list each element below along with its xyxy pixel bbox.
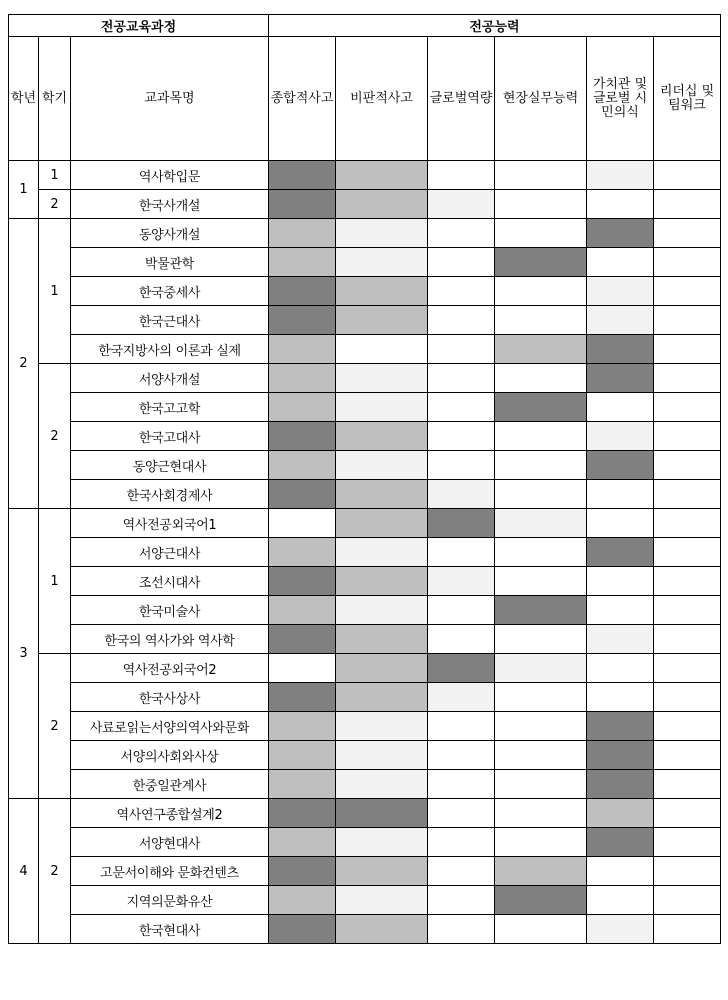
competency-level-cell — [495, 422, 587, 451]
competency-level-cell — [654, 799, 721, 828]
course-name-cell: 한국사상사 — [71, 683, 269, 712]
competency-level-cell — [428, 277, 495, 306]
table-row — [9, 190, 721, 219]
semester-cell: 2 — [39, 799, 71, 944]
table-row — [9, 422, 721, 451]
competency-level-cell — [336, 828, 428, 857]
competency-level-cell — [587, 306, 654, 335]
table-row — [9, 741, 721, 770]
table-body — [9, 161, 721, 944]
competency-level-cell — [587, 248, 654, 277]
competency-level-cell — [495, 480, 587, 509]
table-row — [9, 625, 721, 654]
competency-level-cell — [495, 886, 587, 915]
table-row — [9, 596, 721, 625]
competency-level-cell — [495, 625, 587, 654]
competency-level-cell — [428, 248, 495, 277]
competency-level-cell — [428, 828, 495, 857]
competency-level-cell — [428, 857, 495, 886]
curriculum-competency-table — [8, 14, 721, 944]
competency-level-cell — [654, 538, 721, 567]
competency-level-cell — [587, 422, 654, 451]
competency-level-cell — [336, 596, 428, 625]
year-cell: 1 — [9, 161, 39, 219]
competency-level-cell — [654, 741, 721, 770]
competency-level-cell — [269, 190, 336, 219]
competency-header-field-practice: 현장실무능력 — [495, 37, 587, 161]
competency-level-cell — [269, 480, 336, 509]
competency-level-cell — [587, 625, 654, 654]
table-row — [9, 364, 721, 393]
competency-level-cell — [336, 480, 428, 509]
course-name-cell: 역사연구종합설계2 — [71, 799, 269, 828]
competency-level-cell — [587, 509, 654, 538]
competency-level-cell — [269, 770, 336, 799]
competency-level-cell — [269, 828, 336, 857]
col-semester-header: 학기 — [39, 37, 71, 161]
competency-level-cell — [269, 538, 336, 567]
course-name-cell: 한국의 역사가와 역사학 — [71, 625, 269, 654]
table-row — [9, 277, 721, 306]
competency-level-cell — [269, 596, 336, 625]
competency-level-cell — [495, 248, 587, 277]
competency-level-cell — [495, 538, 587, 567]
competency-level-cell — [495, 335, 587, 364]
col-year-header: 학년 — [9, 37, 39, 161]
competency-level-cell — [428, 335, 495, 364]
competency-level-cell — [587, 219, 654, 248]
competency-level-cell — [587, 335, 654, 364]
competency-level-cell — [495, 712, 587, 741]
semester-cell: 2 — [39, 190, 71, 219]
course-name-cell: 동양근현대사 — [71, 451, 269, 480]
course-name-cell: 한국고대사 — [71, 422, 269, 451]
competency-level-cell — [428, 886, 495, 915]
course-name-cell: 한국근대사 — [71, 306, 269, 335]
competency-level-cell — [495, 915, 587, 944]
competency-header-leadership-teamwork: 리더십 및 팀워크 — [654, 37, 721, 161]
table-row — [9, 161, 721, 190]
competency-header-comprehensive-thinking: 종합적사고 — [269, 37, 336, 161]
competency-level-cell — [336, 393, 428, 422]
table-row — [9, 538, 721, 567]
competency-level-cell — [428, 480, 495, 509]
competency-level-cell — [587, 161, 654, 190]
semester-cell: 2 — [39, 364, 71, 509]
table-row — [9, 799, 721, 828]
competency-level-cell — [269, 712, 336, 741]
course-name-cell: 한국사회경제사 — [71, 480, 269, 509]
course-name-cell: 박물관학 — [71, 248, 269, 277]
competency-level-cell — [654, 509, 721, 538]
competency-level-cell — [587, 741, 654, 770]
course-name-cell: 한국고고학 — [71, 393, 269, 422]
competency-level-cell — [495, 828, 587, 857]
course-name-cell: 역사전공외국어1 — [71, 509, 269, 538]
competency-level-cell — [654, 335, 721, 364]
table-row — [9, 683, 721, 712]
competency-level-cell — [336, 161, 428, 190]
competency-level-cell — [269, 625, 336, 654]
competency-level-cell — [495, 741, 587, 770]
course-name-cell: 한국지방사의 이론과 실제 — [71, 335, 269, 364]
competency-level-cell — [428, 654, 495, 683]
competency-level-cell — [654, 654, 721, 683]
table-row — [9, 712, 721, 741]
table-row — [9, 567, 721, 596]
competency-level-cell — [428, 422, 495, 451]
competency-level-cell — [428, 712, 495, 741]
competency-level-cell — [587, 857, 654, 886]
competency-level-cell — [269, 741, 336, 770]
table-row — [9, 219, 721, 248]
table-row — [9, 509, 721, 538]
competency-level-cell — [587, 364, 654, 393]
competency-level-cell — [336, 422, 428, 451]
competency-level-cell — [495, 596, 587, 625]
competency-level-cell — [654, 828, 721, 857]
competency-level-cell — [428, 770, 495, 799]
competency-level-cell — [495, 799, 587, 828]
year-cell: 4 — [9, 799, 39, 944]
competency-level-cell — [495, 306, 587, 335]
competency-level-cell — [336, 712, 428, 741]
table-row — [9, 857, 721, 886]
competency-level-cell — [587, 915, 654, 944]
competency-level-cell — [336, 277, 428, 306]
competency-level-cell — [654, 190, 721, 219]
semester-cell: 1 — [39, 509, 71, 654]
competency-level-cell — [654, 712, 721, 741]
course-name-cell: 동양사개설 — [71, 219, 269, 248]
competency-level-cell — [428, 219, 495, 248]
competency-level-cell — [336, 364, 428, 393]
competency-level-cell — [587, 567, 654, 596]
competency-level-cell — [654, 480, 721, 509]
course-name-cell: 한국사개설 — [71, 190, 269, 219]
table-row — [9, 393, 721, 422]
course-name-cell: 역사전공외국어2 — [71, 654, 269, 683]
competency-level-cell — [654, 857, 721, 886]
column-header-row — [9, 37, 721, 161]
competency-level-cell — [336, 538, 428, 567]
course-name-cell: 한국중세사 — [71, 277, 269, 306]
competency-level-cell — [336, 654, 428, 683]
competency-level-cell — [587, 799, 654, 828]
course-name-cell: 지역의문화유산 — [71, 886, 269, 915]
competency-level-cell — [587, 828, 654, 857]
table-row — [9, 306, 721, 335]
competency-level-cell — [336, 306, 428, 335]
competency-level-cell — [269, 335, 336, 364]
competency-level-cell — [428, 683, 495, 712]
competency-level-cell — [654, 219, 721, 248]
table-row — [9, 451, 721, 480]
competency-level-cell — [495, 451, 587, 480]
competency-level-cell — [269, 277, 336, 306]
group-competency-header: 전공능력 — [269, 15, 721, 37]
course-name-cell: 한국현대사 — [71, 915, 269, 944]
competency-level-cell — [495, 190, 587, 219]
competency-level-cell — [428, 596, 495, 625]
competency-level-cell — [336, 567, 428, 596]
competency-level-cell — [495, 219, 587, 248]
group-header-row — [9, 15, 721, 37]
competency-level-cell — [495, 364, 587, 393]
competency-level-cell — [336, 190, 428, 219]
competency-level-cell — [269, 886, 336, 915]
competency-level-cell — [587, 683, 654, 712]
semester-cell: 2 — [39, 654, 71, 799]
competency-level-cell — [336, 451, 428, 480]
competency-level-cell — [428, 451, 495, 480]
table-row — [9, 915, 721, 944]
competency-level-cell — [269, 364, 336, 393]
competency-header-values-citizenship: 가치관 및 글로벌 시민의식 — [587, 37, 654, 161]
competency-level-cell — [587, 480, 654, 509]
table-row — [9, 654, 721, 683]
competency-level-cell — [428, 538, 495, 567]
competency-level-cell — [654, 248, 721, 277]
competency-level-cell — [654, 770, 721, 799]
competency-level-cell — [654, 306, 721, 335]
competency-level-cell — [336, 886, 428, 915]
competency-level-cell — [654, 364, 721, 393]
competency-level-cell — [587, 538, 654, 567]
competency-level-cell — [269, 915, 336, 944]
competency-level-cell — [269, 857, 336, 886]
competency-level-cell — [428, 509, 495, 538]
competency-header-global-competency: 글로벌역량 — [428, 37, 495, 161]
year-cell: 2 — [9, 219, 39, 509]
competency-level-cell — [654, 422, 721, 451]
competency-level-cell — [336, 770, 428, 799]
competency-level-cell — [654, 161, 721, 190]
table-row — [9, 770, 721, 799]
year-cell: 3 — [9, 509, 39, 799]
course-name-cell: 조선시대사 — [71, 567, 269, 596]
competency-level-cell — [336, 625, 428, 654]
competency-level-cell — [654, 567, 721, 596]
competency-level-cell — [495, 770, 587, 799]
competency-level-cell — [336, 509, 428, 538]
competency-level-cell — [428, 567, 495, 596]
table-row — [9, 886, 721, 915]
competency-level-cell — [587, 886, 654, 915]
course-name-cell: 서양사개설 — [71, 364, 269, 393]
col-course-header: 교과목명 — [71, 37, 269, 161]
competency-level-cell — [654, 393, 721, 422]
competency-level-cell — [269, 509, 336, 538]
competency-level-cell — [428, 306, 495, 335]
competency-level-cell — [269, 451, 336, 480]
competency-level-cell — [587, 596, 654, 625]
competency-level-cell — [269, 161, 336, 190]
competency-level-cell — [654, 915, 721, 944]
competency-level-cell — [336, 248, 428, 277]
competency-level-cell — [336, 857, 428, 886]
competency-level-cell — [587, 277, 654, 306]
competency-level-cell — [269, 248, 336, 277]
table-row — [9, 248, 721, 277]
competency-level-cell — [269, 393, 336, 422]
competency-level-cell — [428, 364, 495, 393]
competency-level-cell — [336, 683, 428, 712]
competency-level-cell — [587, 190, 654, 219]
competency-level-cell — [336, 915, 428, 944]
competency-level-cell — [495, 683, 587, 712]
competency-level-cell — [336, 799, 428, 828]
course-name-cell: 사료로읽는서양의역사와문화 — [71, 712, 269, 741]
semester-cell: 1 — [39, 219, 71, 364]
course-name-cell: 서양근대사 — [71, 538, 269, 567]
competency-level-cell — [428, 393, 495, 422]
course-name-cell: 고문서이해와 문화컨텐츠 — [71, 857, 269, 886]
competency-level-cell — [428, 799, 495, 828]
competency-level-cell — [654, 625, 721, 654]
competency-level-cell — [269, 306, 336, 335]
competency-level-cell — [495, 161, 587, 190]
competency-level-cell — [587, 393, 654, 422]
semester-cell: 1 — [39, 161, 71, 190]
competency-level-cell — [654, 683, 721, 712]
competency-level-cell — [654, 596, 721, 625]
competency-level-cell — [587, 770, 654, 799]
competency-level-cell — [269, 567, 336, 596]
competency-header-critical-thinking: 비판적사고 — [336, 37, 428, 161]
competency-level-cell — [587, 654, 654, 683]
course-name-cell: 한국미술사 — [71, 596, 269, 625]
table-row — [9, 480, 721, 509]
competency-level-cell — [495, 393, 587, 422]
competency-level-cell — [269, 799, 336, 828]
group-curriculum-header: 전공교육과정 — [9, 15, 269, 37]
competency-level-cell — [428, 915, 495, 944]
competency-level-cell — [336, 741, 428, 770]
competency-level-cell — [428, 161, 495, 190]
competency-level-cell — [495, 857, 587, 886]
competency-level-cell — [269, 683, 336, 712]
competency-level-cell — [269, 422, 336, 451]
course-name-cell: 서양의사회와사상 — [71, 741, 269, 770]
competency-level-cell — [495, 654, 587, 683]
competency-level-cell — [428, 190, 495, 219]
competency-level-cell — [654, 451, 721, 480]
competency-level-cell — [587, 451, 654, 480]
competency-level-cell — [336, 219, 428, 248]
competency-level-cell — [269, 219, 336, 248]
competency-level-cell — [495, 277, 587, 306]
competency-level-cell — [495, 567, 587, 596]
competency-level-cell — [428, 741, 495, 770]
competency-level-cell — [654, 277, 721, 306]
competency-level-cell — [587, 712, 654, 741]
course-name-cell: 역사학입문 — [71, 161, 269, 190]
competency-level-cell — [654, 886, 721, 915]
course-name-cell: 서양현대사 — [71, 828, 269, 857]
table-row — [9, 828, 721, 857]
table-row — [9, 335, 721, 364]
course-name-cell: 한중일관계사 — [71, 770, 269, 799]
competency-level-cell — [495, 509, 587, 538]
competency-level-cell — [336, 335, 428, 364]
competency-level-cell — [428, 625, 495, 654]
competency-level-cell — [269, 654, 336, 683]
